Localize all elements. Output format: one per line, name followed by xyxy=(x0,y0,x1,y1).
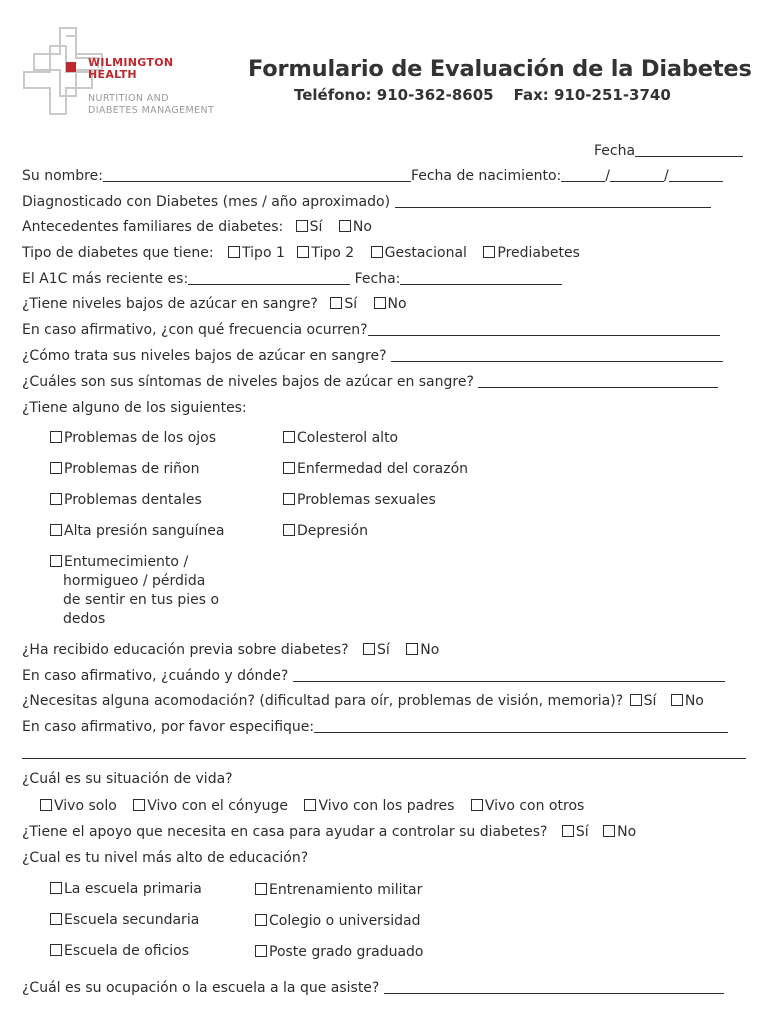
prev-education-yes-checkbox[interactable] xyxy=(363,643,375,655)
birth-day-field[interactable] xyxy=(610,167,664,182)
prev-education-yes-label: Sí xyxy=(377,642,390,658)
living-spouse-label: Vivo con el cónyuge xyxy=(147,798,289,814)
diagnosed-label: Diagnosticado con Diabetes (mes / año aproximado) xyxy=(22,194,391,210)
edu-college-checkbox[interactable] xyxy=(255,914,267,926)
accommodation-no-label: No xyxy=(684,693,704,709)
numbness-line-3: de sentir en tus pies o xyxy=(63,592,220,608)
accommodation-label: ¿Necesitas alguna acomodación? (dificultad para oír, problemas de visión, memoria)? xyxy=(22,693,624,709)
condition-sexual xyxy=(283,491,436,509)
frequency-field[interactable] xyxy=(368,321,720,336)
low-sugar-yes-checkbox[interactable] xyxy=(330,297,342,309)
family-history-label: Antecedentes familiares de diabetes: xyxy=(22,219,284,235)
edu-graduate-checkbox[interactable] xyxy=(255,945,267,957)
contact-line xyxy=(294,86,671,104)
logo-name-line1: WILMINGTON xyxy=(88,56,174,69)
date-label: Fecha xyxy=(594,143,636,159)
support-row xyxy=(22,823,636,841)
edu-primary-label: La escuela primaria xyxy=(64,881,202,897)
condition-heart-label: Enfermedad del corazón xyxy=(297,461,469,477)
diabetes-type-label: Tipo de diabetes que tiene: xyxy=(22,245,214,261)
date-row xyxy=(594,142,743,160)
gestational-checkbox[interactable] xyxy=(371,246,383,258)
specify-label: En caso afirmativo, por favor especifique: xyxy=(22,719,315,735)
edu-primary-checkbox[interactable] xyxy=(50,882,62,894)
edu-college xyxy=(255,912,420,930)
condition-cholesterol-label: Colesterol alto xyxy=(297,430,399,446)
condition-eyes xyxy=(50,429,216,447)
family-no-label: No xyxy=(352,219,372,235)
frequency-label: En caso afirmativo, ¿con qué frecuencia ocurren? xyxy=(22,322,368,338)
living-options-row xyxy=(40,797,584,815)
specify-row xyxy=(22,718,728,736)
family-yes-checkbox[interactable] xyxy=(296,220,308,232)
living-alone-checkbox[interactable] xyxy=(40,799,52,811)
family-no-checkbox[interactable] xyxy=(339,220,351,232)
a1c-date-field[interactable] xyxy=(400,270,562,285)
birth-month-field[interactable] xyxy=(561,167,605,182)
date-field[interactable] xyxy=(635,142,743,157)
condition-kidney-label: Problemas de riñon xyxy=(64,461,200,477)
name-row: Su nombre: Fecha de nacimiento: / / xyxy=(22,167,723,185)
condition-dental xyxy=(50,491,202,509)
low-sugar-yes-label: Sí xyxy=(344,296,358,312)
when-where-field[interactable] xyxy=(293,667,725,682)
specify-field[interactable] xyxy=(314,718,728,733)
conditions-label: ¿Tiene alguno de los siguientes: xyxy=(22,400,247,416)
symptoms-row xyxy=(22,373,718,391)
condition-depression xyxy=(283,522,368,540)
living-others-label: Vivo con otros xyxy=(484,798,585,814)
a1c-date-label: Fecha: xyxy=(354,271,401,287)
name-field[interactable] xyxy=(103,167,411,182)
treat-label: ¿Cómo trata sus niveles bajos de azúcar en sangre? xyxy=(22,348,387,364)
diagnosed-field[interactable] xyxy=(395,193,711,208)
edu-secondary-label: Escuela secundaria xyxy=(64,912,200,928)
prediabetes-checkbox[interactable] xyxy=(483,246,495,258)
edu-military-checkbox[interactable] xyxy=(255,883,267,895)
logo-subtitle-line2: DIABETES MANAGEMENT xyxy=(88,105,215,116)
condition-depression-checkbox[interactable] xyxy=(283,524,295,536)
family-yes-label: Sí xyxy=(309,219,323,235)
edu-military-label: Entrenamiento militar xyxy=(269,882,423,898)
occupation-row xyxy=(22,979,724,997)
when-where-row xyxy=(22,667,725,685)
condition-depression-label: Depresión xyxy=(297,523,368,539)
birth-year-field[interactable] xyxy=(669,167,723,182)
type1-checkbox[interactable] xyxy=(228,246,240,258)
frequency-row xyxy=(22,321,720,339)
edu-college-label: Colegio o universidad xyxy=(269,913,421,929)
edu-trade xyxy=(50,942,189,960)
prediabetes-label: Prediabetes xyxy=(497,245,580,261)
support-yes-label: Sí xyxy=(575,824,589,840)
prev-education-no-label: No xyxy=(420,642,440,658)
condition-kidney-checkbox[interactable] xyxy=(50,462,62,474)
condition-heart xyxy=(283,460,468,478)
numbness-line-2: hormigueo / pérdida xyxy=(63,573,206,589)
prev-education-no-checkbox[interactable] xyxy=(406,643,418,655)
phone-number: Teléfono: 910-362-8605 xyxy=(294,86,494,104)
edu-trade-label: Escuela de oficios xyxy=(64,943,190,959)
occupation-field[interactable] xyxy=(384,979,724,994)
low-sugar-no-checkbox[interactable] xyxy=(374,297,386,309)
treat-field[interactable] xyxy=(391,347,723,362)
occupation-label: ¿Cuál es su ocupación o la escuela a la que asiste? xyxy=(22,980,380,996)
birth-date-label: Fecha de nacimiento: xyxy=(410,168,562,184)
prev-education-row xyxy=(22,641,439,659)
a1c-label: El A1C más reciente es: xyxy=(22,271,189,287)
type2-checkbox[interactable] xyxy=(297,246,309,258)
condition-heart-checkbox[interactable] xyxy=(283,462,295,474)
diabetes-type-row xyxy=(22,244,580,262)
family-history-row xyxy=(22,218,372,236)
edu-secondary xyxy=(50,911,199,929)
condition-sexual-checkbox[interactable] xyxy=(283,493,295,505)
fax-number: Fax: 910-251-3740 xyxy=(513,86,671,104)
low-sugar-row xyxy=(22,295,407,313)
edu-graduate xyxy=(255,943,424,961)
specify-extra-field[interactable] xyxy=(22,744,746,759)
accommodation-yes-label: Sí xyxy=(643,693,657,709)
type2-label: Tipo 2 xyxy=(311,245,355,261)
condition-dental-checkbox[interactable] xyxy=(50,493,62,505)
condition-blood-pressure xyxy=(50,522,224,540)
numbness-line-1: Entumecimiento / xyxy=(64,554,189,570)
symptoms-field[interactable] xyxy=(478,373,718,388)
accommodation-row xyxy=(22,692,704,710)
support-no-label: No xyxy=(617,824,637,840)
condition-dental-label: Problemas dentales xyxy=(64,492,202,508)
condition-numbness xyxy=(50,553,219,629)
a1c-field[interactable] xyxy=(188,270,350,285)
edu-level-label: ¿Cual es tu nivel más alto de educación? xyxy=(22,850,309,866)
a1c-row xyxy=(22,270,562,288)
low-sugar-label: ¿Tiene niveles bajos de azúcar en sangre? xyxy=(22,296,318,312)
symptoms-label: ¿Cuáles son sus síntomas de niveles bajos de azúcar en sangre? xyxy=(22,374,474,390)
when-where-label: En caso afirmativo, ¿cuándo y dónde? xyxy=(22,668,289,684)
logo-subtitle-line1: NURTITION AND xyxy=(88,93,169,104)
support-no-checkbox[interactable] xyxy=(603,825,615,837)
condition-numbness-checkbox[interactable] xyxy=(50,555,62,567)
condition-cholesterol xyxy=(283,429,398,447)
living-parents-checkbox[interactable] xyxy=(304,799,316,811)
accommodation-no-checkbox[interactable] xyxy=(671,694,683,706)
low-sugar-no-label: No xyxy=(387,296,407,312)
accommodation-yes-checkbox[interactable] xyxy=(630,694,642,706)
condition-kidney xyxy=(50,460,199,478)
support-label: ¿Tiene el apoyo que necesita en casa para ayudar a controlar su diabetes? xyxy=(22,824,548,840)
support-yes-checkbox[interactable] xyxy=(562,825,574,837)
edu-primary xyxy=(50,880,202,898)
specify-extra-line-row xyxy=(22,744,746,762)
edu-military xyxy=(255,881,422,899)
condition-sexual-label: Problemas sexuales xyxy=(297,492,436,508)
form-title: Formulario de Evaluación de la Diabetes xyxy=(248,56,752,82)
living-parents-label: Vivo con los padres xyxy=(318,798,455,814)
diagnosed-row xyxy=(22,193,711,211)
treat-row xyxy=(22,347,723,365)
logo-name-line2: HEALTH xyxy=(88,68,137,81)
living-label: ¿Cuál es su situación de vida? xyxy=(22,771,233,787)
condition-eyes-label: Problemas de los ojos xyxy=(64,430,217,446)
condition-blood-pressure-checkbox[interactable] xyxy=(50,524,62,536)
living-others-checkbox[interactable] xyxy=(471,799,483,811)
edu-trade-checkbox[interactable] xyxy=(50,944,62,956)
edu-secondary-checkbox[interactable] xyxy=(50,913,62,925)
numbness-line-4: dedos xyxy=(63,611,106,627)
living-alone-label: Vivo solo xyxy=(54,798,117,814)
living-spouse-checkbox[interactable] xyxy=(133,799,145,811)
prev-education-label: ¿Ha recibido educación previa sobre diabetes? xyxy=(22,642,349,658)
gestational-label: Gestacional xyxy=(384,245,467,261)
edu-graduate-label: Poste grado graduado xyxy=(269,944,424,960)
condition-blood-pressure-label: Alta presión sanguínea xyxy=(64,523,225,539)
condition-cholesterol-checkbox[interactable] xyxy=(283,431,295,443)
name-label: Su nombre: xyxy=(22,168,103,184)
condition-eyes-checkbox[interactable] xyxy=(50,431,62,443)
type1-label: Tipo 1 xyxy=(242,245,285,261)
